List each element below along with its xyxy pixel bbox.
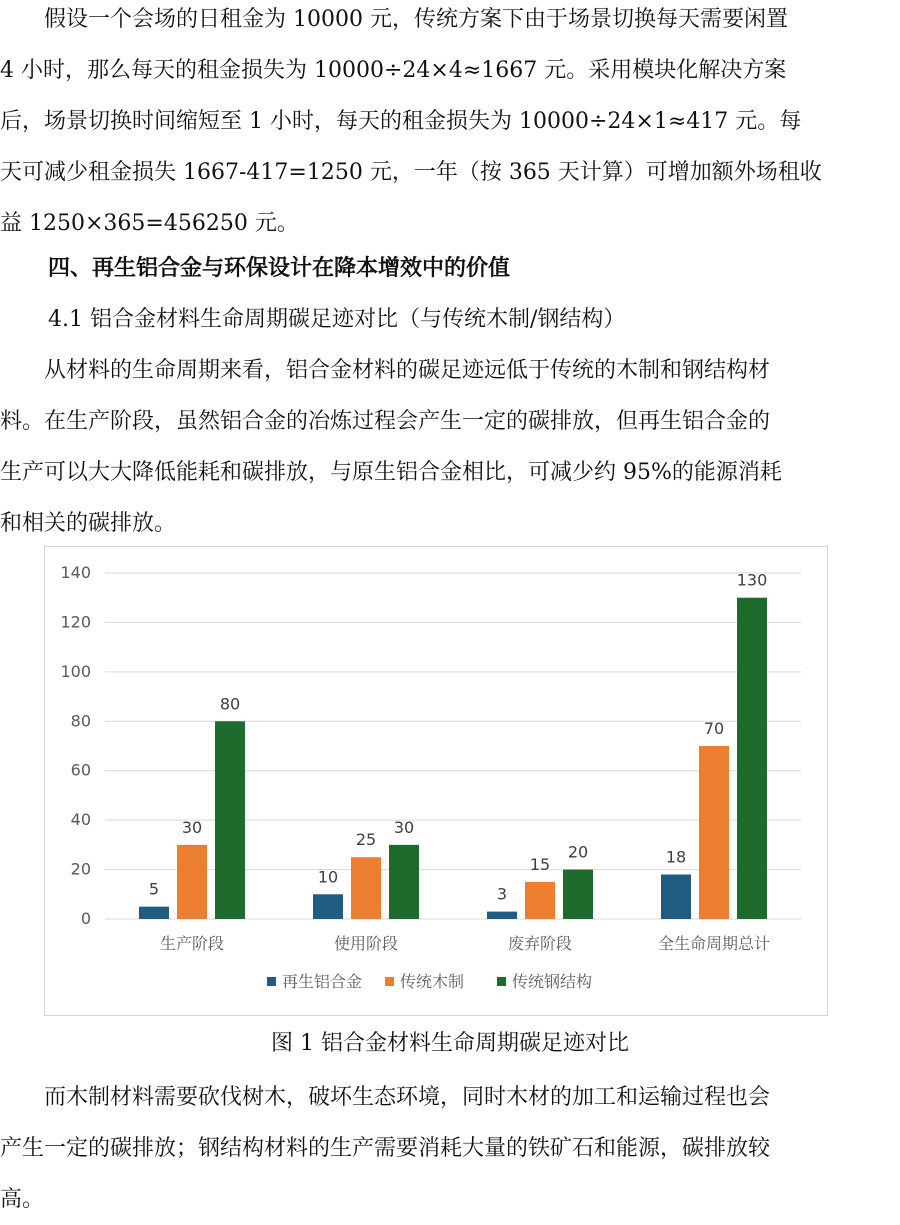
y-tick-label: 0 bbox=[80, 909, 91, 928]
bar bbox=[313, 894, 343, 919]
bar-chart-container bbox=[44, 546, 828, 1016]
legend-label: 传统木制 bbox=[400, 972, 465, 991]
data-label: 30 bbox=[181, 817, 203, 837]
text-line: 产生一定的碳排放；钢结构材料的生产需要消耗大量的铁矿石和能源，碳排放较 bbox=[0, 1136, 771, 1161]
paragraph-rent-calculation bbox=[0, 0, 900, 249]
y-tick-label: 80 bbox=[70, 711, 91, 731]
data-label: 70 bbox=[703, 719, 725, 738]
y-tick-label: 40 bbox=[70, 810, 91, 830]
text-line: 生产可以大大降低能耗和碳排放，与原生铝合金相比，可减少约 95%的能源消耗 bbox=[0, 460, 782, 485]
data-label: 15 bbox=[529, 854, 551, 874]
x-tick-label: 全生命周期总计 bbox=[657, 934, 771, 953]
data-label: 10 bbox=[317, 867, 339, 887]
data-label: 80 bbox=[219, 694, 241, 714]
legend-swatch bbox=[497, 977, 506, 986]
legend-label: 再生铝合金 bbox=[282, 972, 363, 991]
bar bbox=[661, 875, 691, 919]
text-line: 而木制材料需要砍伐树木，破坏生态环境，同时木材的加工和运输过程也会 bbox=[44, 1085, 771, 1110]
bar-chart bbox=[45, 547, 827, 1015]
bar bbox=[737, 598, 767, 919]
data-label: 25 bbox=[355, 830, 377, 850]
data-label: 18 bbox=[665, 847, 687, 867]
text-line: 高。 bbox=[0, 1187, 45, 1212]
text-line: 从材料的生命周期来看，铝合金材料的碳足迹远低于传统的木制和钢结构材 bbox=[44, 358, 771, 383]
text-line: 料。在生产阶段，虽然铝合金的冶炼过程会产生一定的碳排放，但再生铝合金的 bbox=[0, 409, 771, 434]
y-tick-label: 140 bbox=[60, 563, 91, 582]
text-line: 4 小时，那么每天的租金损失为 10000÷24×4≈1667 元。采用模块化解决方案 bbox=[0, 58, 787, 83]
bar bbox=[389, 845, 419, 919]
text-line: 假设一个会场的日租金为 10000 元，传统方案下由于场景切换每天需要闲置 bbox=[44, 7, 788, 32]
bar bbox=[487, 912, 517, 919]
text-line: 后，场景切换时间缩短至 1 小时，每天的租金损失为 10000÷24×1≈417 元。每 bbox=[0, 109, 802, 134]
data-label: 130 bbox=[736, 570, 768, 590]
legend-swatch bbox=[385, 977, 394, 986]
x-tick-label: 使用阶段 bbox=[333, 934, 399, 953]
text-line: 益 1250×365=456250 元。 bbox=[0, 211, 299, 236]
x-tick-label: 废弃阶段 bbox=[507, 934, 573, 953]
bar bbox=[699, 746, 729, 919]
text-line: 天可减少租金损失 1667-417=1250 元，一年（按 365 天计算）可增加额外场租收 bbox=[0, 160, 822, 185]
paragraph-materials bbox=[0, 1072, 900, 1225]
data-label: 3 bbox=[496, 884, 508, 904]
text-line: 和相关的碳排放。 bbox=[0, 511, 177, 536]
legend-swatch bbox=[267, 977, 276, 986]
data-label: 30 bbox=[393, 817, 415, 837]
bar bbox=[215, 721, 245, 919]
bar bbox=[139, 907, 169, 919]
y-tick-label: 60 bbox=[70, 760, 91, 780]
bar bbox=[563, 870, 593, 919]
data-label: 5 bbox=[148, 879, 160, 899]
paragraph-lifecycle bbox=[0, 345, 900, 549]
section-heading: 四、再生铝合金与环保设计在降本增效中的价值 bbox=[48, 256, 511, 281]
y-tick-label: 20 bbox=[70, 859, 91, 879]
figure-caption: 图 1 铝合金材料生命周期碳足迹对比 bbox=[271, 1031, 629, 1056]
y-tick-label: 100 bbox=[60, 661, 91, 681]
subsection-heading: 4.1 铝合金材料生命周期碳足迹对比（与传统木制/钢结构） bbox=[48, 307, 626, 332]
bar bbox=[177, 845, 207, 919]
bar bbox=[351, 857, 381, 919]
y-tick-label: 120 bbox=[60, 612, 91, 632]
bar bbox=[525, 882, 555, 919]
legend-label: 传统钢结构 bbox=[512, 972, 593, 991]
x-tick-label: 生产阶段 bbox=[159, 934, 225, 953]
data-label: 20 bbox=[567, 842, 589, 862]
